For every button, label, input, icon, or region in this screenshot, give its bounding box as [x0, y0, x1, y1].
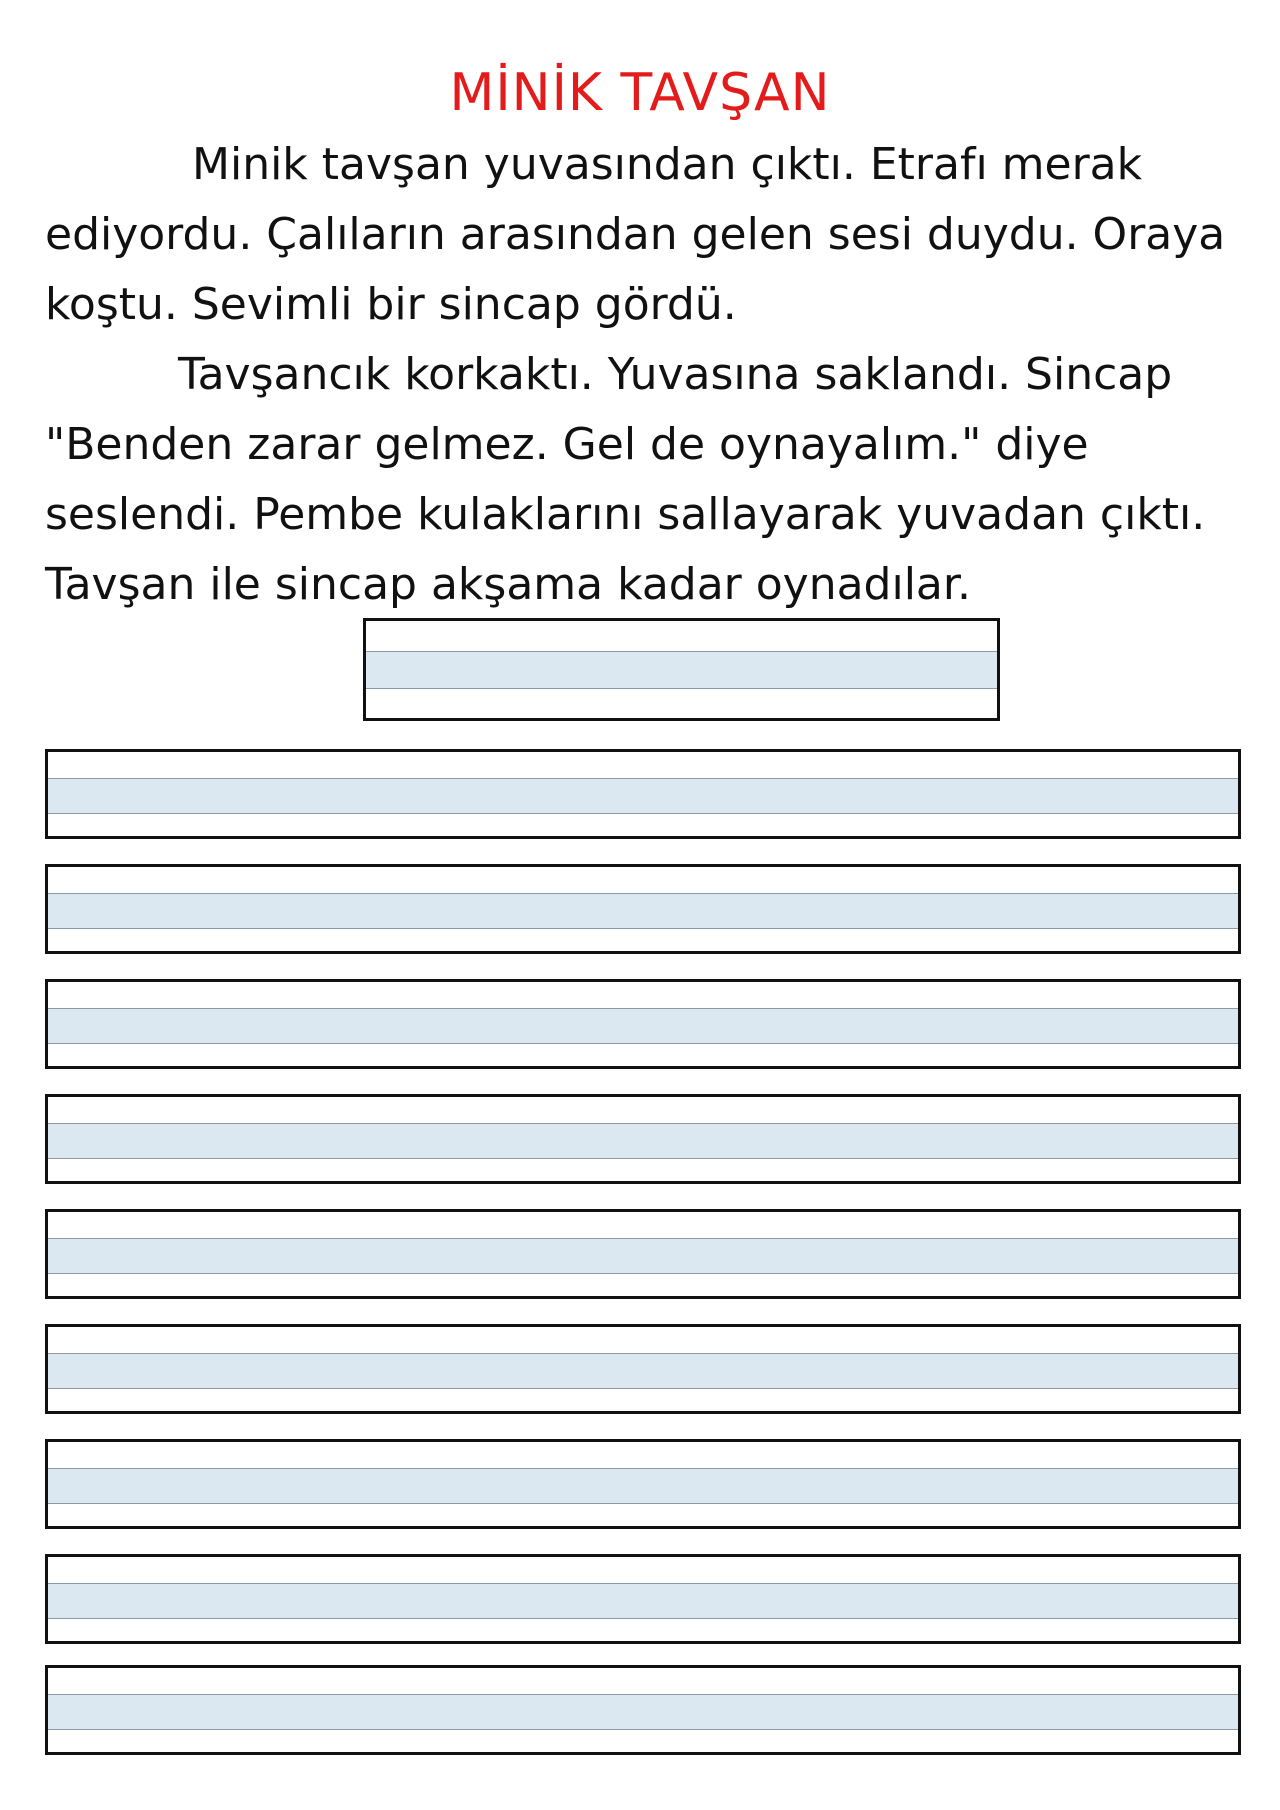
story-line: Tavşancık korkaktı. Yuvasına saklandı. Sincap [178, 349, 1173, 400]
story-line: seslendi. Pembe kulaklarını sallayarak yuvadan çıktı. [45, 489, 1206, 540]
story-line: Minik tavşan yuvasından çıktı. Etrafı merak [192, 139, 1143, 190]
worksheet-title: MİNİK TAVŞAN [449, 63, 831, 123]
story-line: "Benden zarar gelmez. Gel de oynayalım." diye [45, 419, 1089, 470]
writing-line-box[interactable] [45, 864, 1241, 954]
writing-line-box[interactable] [45, 1094, 1241, 1184]
writing-guide-band [48, 1694, 1238, 1730]
story-line: ediyordu. Çalıların arasından gelen sesi duydu. Oraya [45, 209, 1226, 260]
writing-line-box[interactable] [45, 1554, 1241, 1644]
story-line: koştu. Sevimli bir sincap gördü. [45, 279, 737, 330]
writing-guide-band [366, 651, 997, 689]
writing-guide-band [48, 893, 1238, 929]
writing-line-box[interactable] [45, 1665, 1241, 1755]
title-writing-box[interactable] [363, 618, 1000, 721]
writing-line-box[interactable] [45, 979, 1241, 1069]
story-line: Tavşan ile sincap akşama kadar oynadılar. [45, 559, 971, 610]
writing-guide-band [48, 1123, 1238, 1159]
writing-guide-band [48, 1238, 1238, 1274]
writing-guide-band [48, 1008, 1238, 1044]
writing-guide-band [48, 1353, 1238, 1389]
writing-guide-band [48, 778, 1238, 814]
writing-line-box[interactable] [45, 749, 1241, 839]
writing-guide-band [48, 1468, 1238, 1504]
writing-line-box[interactable] [45, 1324, 1241, 1414]
writing-guide-band [48, 1583, 1238, 1619]
writing-line-box[interactable] [45, 1439, 1241, 1529]
writing-line-box[interactable] [45, 1209, 1241, 1299]
